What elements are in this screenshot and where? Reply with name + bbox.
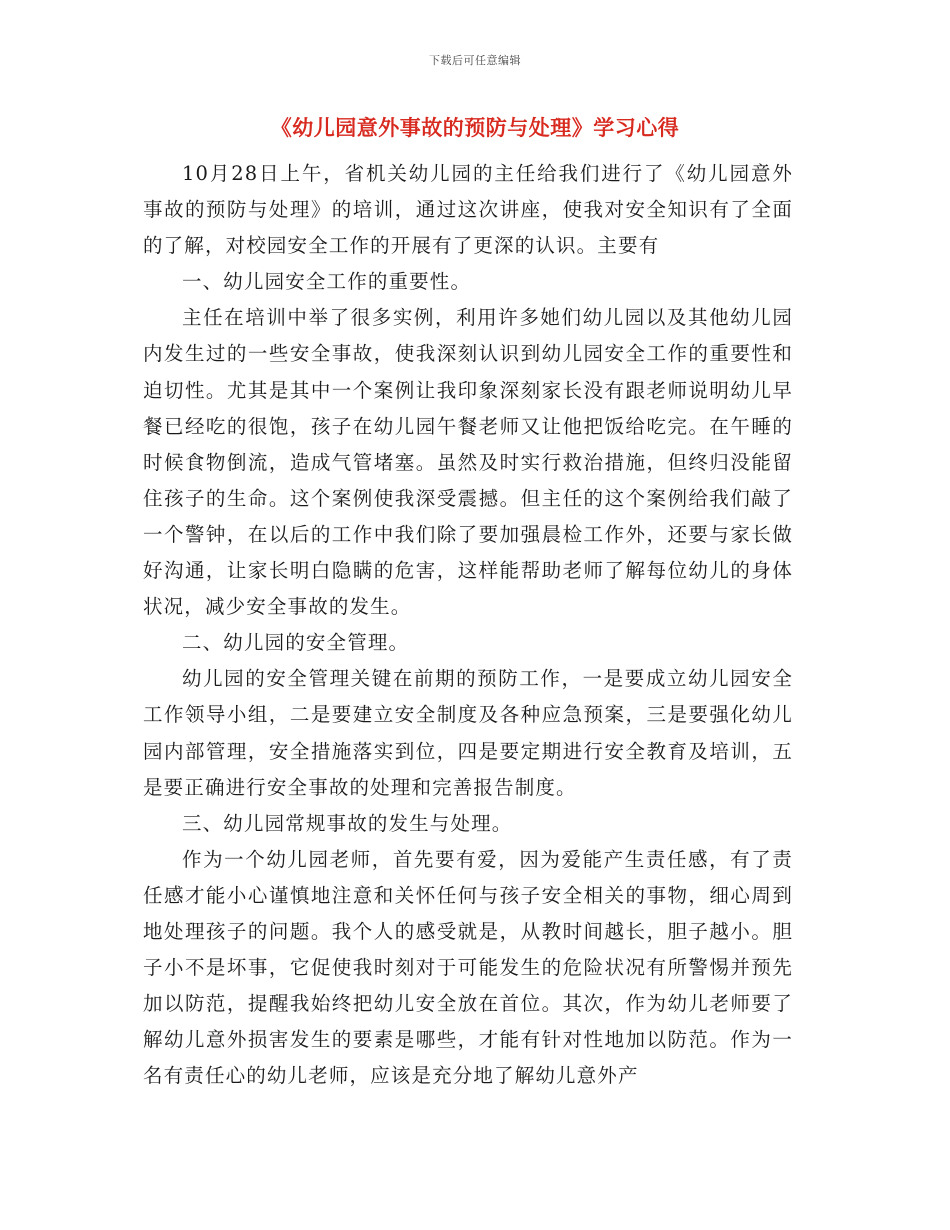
header-note: 下载后可任意编辑 [429, 54, 521, 67]
section-heading-accidents: 三、幼儿园常规事故的发生与处理。 [182, 811, 513, 835]
document-title: 《幼儿园意外事故的预防与处理》学习心得 [270, 115, 680, 140]
paragraph-management: 幼儿园的安全管理关键在前期的预防工作，一是要成立幼儿园安全工作领导小组，二是要建立安全制度及各种应急预案，三是要强化幼儿园内部管理，安全措施落实到位，四是要定期进行安全教育及培训，五是要正确进行安全事故的处理和完善报告制度。 [143, 667, 793, 799]
section-heading-importance: 一、幼儿园安全工作的重要性。 [182, 270, 472, 294]
paragraph-importance: 主任在培训中举了很多实例，利用许多她们幼儿园以及其他幼儿园内发生过的一些安全事故，使我深刻认识到幼儿园安全工作的重要性和迫切性。尤其是其中一个案例让我印象深刻家长没有跟老师说明幼儿早餐已经吃的很饱，孩子在幼儿园午餐老师又让他把饭给吃完。在午睡的时候食物倒流，造成气管堵塞。虽然及时实行救治措施，但终归没能留住孩子的生命。这个案例使我深受震撼。但主任的这个案例给我们敲了一个警钟，在以后的工作中我们除了要加强晨检工作外，还要与家长做好沟通，让家长明白隐瞒的危害，这样能帮助老师了解每位幼儿的身体状况，减少安全事故的发生。 [143, 306, 793, 619]
document-body [143, 156, 793, 1094]
paragraph-intro: 10月28日上午，省机关幼儿园的主任给我们进行了《幼儿园意外事故的预防与处理》的培训，通过这次讲座，使我对安全知识有了全面的了解，对校园安全工作的开展有了更深的认识。主要有 [143, 162, 793, 258]
paragraph-accidents: 作为一个幼儿园老师，首先要有爱，因为爱能产生责任感，有了责任感才能小心谨慎地注意和关怀任何与孩子安全相关的事物，细心周到地处理孩子的问题。我个人的感受就是，从教时间越长，胆子越小。胆子小不是坏事，它促使我时刻对于可能发生的危险状况有所警惕并预先加以防范，提醒我始终把幼儿安全放在首位。其次，作为幼儿老师要了解幼儿意外损害发生的要素是哪些，才能有针对性地加以防范。作为一名有责任心的幼儿老师，应该是充分地了解幼儿意外产 [143, 847, 793, 1088]
section-heading-management: 二、幼儿园的安全管理。 [182, 631, 410, 655]
